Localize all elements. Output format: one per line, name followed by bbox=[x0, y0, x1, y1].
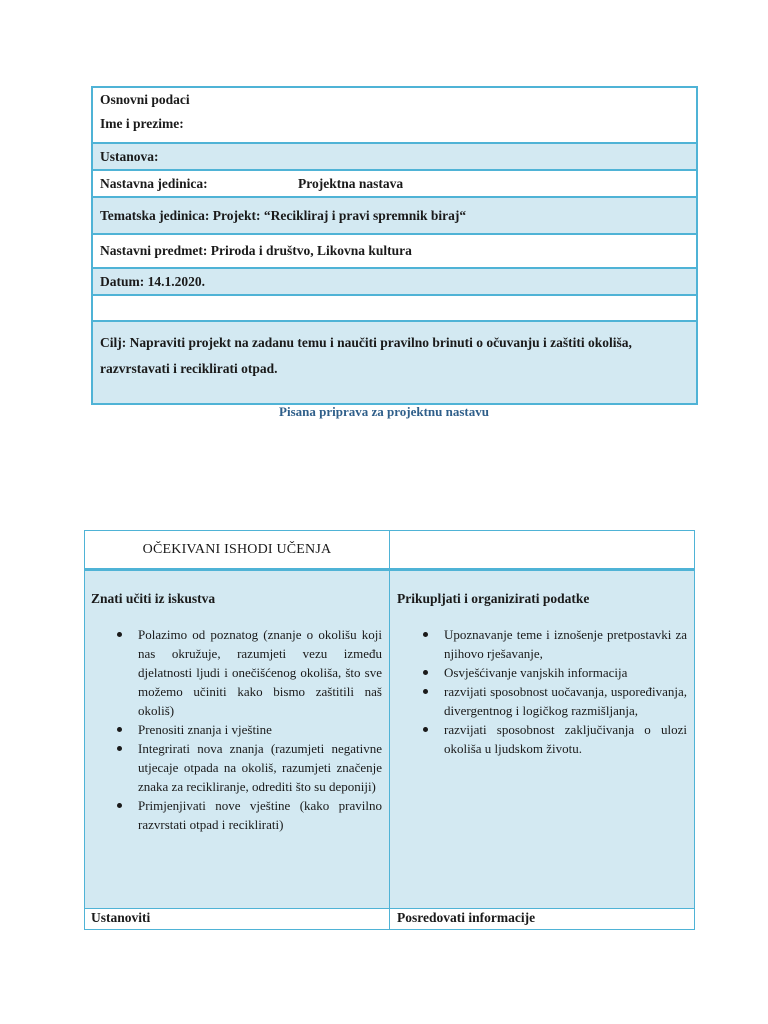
list-item: Osvješćivanje vanjskih informacija bbox=[444, 663, 687, 682]
subject-row bbox=[93, 235, 696, 269]
goal-text: Cilj: Napraviti projekt na zadanu temu i naučiti pravilno brinuti o očuvanju i zaštiti okoliša, razvrstavati i reciklirati otpad. bbox=[100, 335, 632, 376]
teaching-unit-row bbox=[93, 171, 696, 198]
learning-outcomes-table bbox=[84, 530, 695, 930]
outcomes-left-cell bbox=[85, 571, 390, 908]
left-column-title: Znati učiti iz iskustva bbox=[91, 591, 216, 606]
outcomes-body-row bbox=[85, 571, 694, 909]
list-item: Integrirati nova znanja (razumjeti negativne utjecaje otpada na okoliš, razumjeti značenje znaka za recikliranje, odrediti što su deponiji) bbox=[138, 741, 382, 794]
outcomes-header-row bbox=[85, 531, 694, 571]
date-text: Datum: 14.1.2020. bbox=[100, 273, 205, 289]
name-label: Ime i prezime: bbox=[100, 116, 184, 131]
subject-text: Nastavni predmet: Priroda i društvo, Likovna kultura bbox=[100, 243, 412, 258]
institution-row bbox=[93, 144, 696, 171]
outcomes-header: OČEKIVANI ISHODI UČENJA bbox=[85, 531, 390, 568]
basic-info-header-row bbox=[93, 88, 696, 144]
outcomes-footer-row bbox=[85, 909, 694, 929]
basic-info-table bbox=[91, 86, 698, 405]
document-caption: Pisana priprava za projektnu nastavu bbox=[279, 404, 489, 419]
list-item: Prenositi znanja i vještine bbox=[138, 720, 382, 739]
outcomes-right-cell bbox=[390, 571, 694, 908]
list-item: Polazimo od poznatog (znanje o okolišu koji nas okružuje, razumjeti vezu između djelatnosti ljudi i onečišćenog okoliša, što sve možemo učiniti kako bismo zaštitili naš okoliš) bbox=[138, 627, 382, 718]
institution-label: Ustanova: bbox=[100, 148, 159, 164]
empty-row bbox=[93, 296, 696, 322]
left-bullet-list bbox=[91, 625, 382, 834]
basic-info-title: Osnovni podaci bbox=[100, 92, 190, 107]
list-item: razvijati sposobnost uočavanja, uspoređivanja, divergentnog i logičkog razmišljanja, bbox=[444, 684, 687, 718]
goal-row bbox=[93, 322, 696, 403]
thematic-unit-text: Tematska jedinica: Projekt: “Recikliraj i pravi spremnik biraj“ bbox=[100, 207, 467, 223]
footer-left-label: Ustanoviti bbox=[85, 909, 390, 929]
list-item: Upoznavanje teme i iznošenje pretpostavki za njihovo rješavanje, bbox=[444, 627, 687, 661]
list-item: Primjenjivati nove vještine (kako pravilno razvrstati otpad i reciklirati) bbox=[138, 798, 382, 832]
footer-right-label: Posredovati informacije bbox=[397, 910, 536, 925]
teaching-unit-value: Projektna nastava bbox=[298, 175, 404, 191]
list-item: razvijati sposobnost zaključivanja o ulozi okoliša u ljudskom životu. bbox=[444, 722, 687, 756]
thematic-unit-row bbox=[93, 198, 696, 235]
teaching-unit-label: Nastavna jedinica: bbox=[100, 175, 208, 191]
right-column-title: Prikupljati i organizirati podatke bbox=[397, 591, 590, 606]
right-bullet-list bbox=[397, 625, 687, 758]
outcomes-header-empty-cell bbox=[390, 531, 694, 568]
date-row bbox=[93, 269, 696, 296]
